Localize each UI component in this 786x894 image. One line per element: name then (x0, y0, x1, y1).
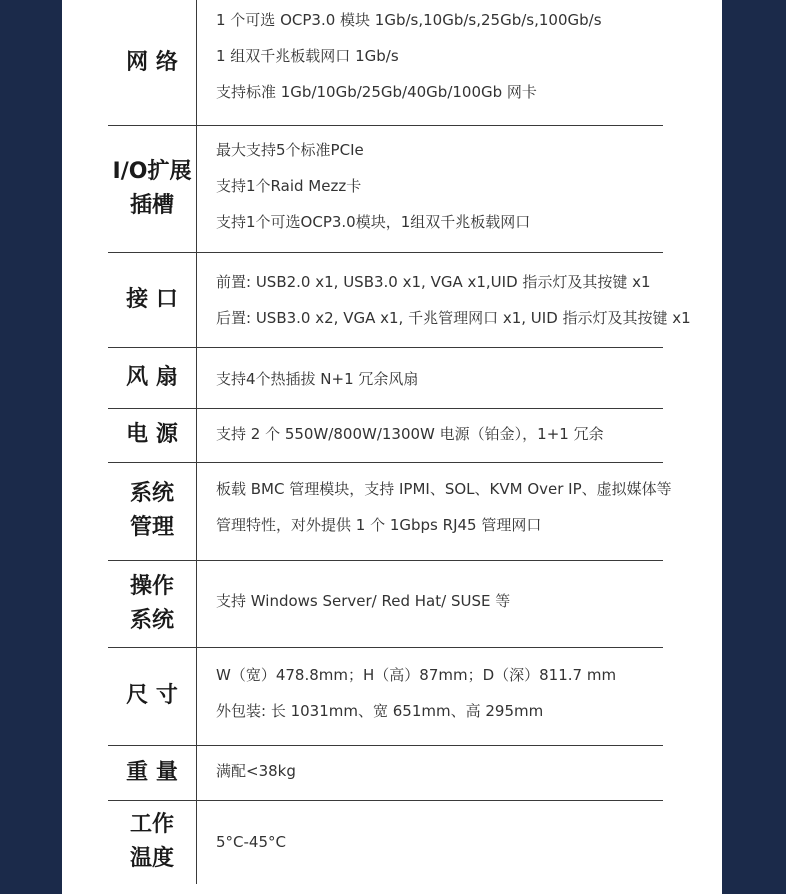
spec-line: 5°C-45°C (216, 833, 286, 851)
spec-line: 支持4个热插拔 N+1 冗余风扇 (216, 370, 419, 388)
row-label-line: I/O扩展 (112, 158, 192, 184)
row-label (108, 0, 196, 125)
row-label-line: 管理 (129, 515, 174, 540)
left-navy-border (0, 0, 62, 894)
row-label (108, 462, 196, 560)
row-label-line: 操作 (129, 573, 174, 599)
spec-line: 板载 BMC 管理模块，支持 IPMI、SOL、KVM Over IP、虚拟媒体等 (216, 480, 672, 498)
row-label-line: 插槽 (129, 192, 174, 218)
row-label-line: 尺 寸 (126, 683, 178, 708)
row-label-line: 工作 (129, 812, 174, 837)
row-label-line: 系统 (129, 481, 174, 506)
row-label (108, 647, 196, 745)
spec-line: 管理特性，对外提供 1 个 1Gbps RJ45 管理网口 (216, 516, 542, 534)
row-label (108, 252, 196, 347)
spec-line: 前置: USB2.0 x1, USB3.0 x1, VGA x1,UID 指示灯及其按键 x1 (216, 273, 651, 291)
row-label-line: 接 口 (126, 286, 178, 312)
row-label-line: 温度 (129, 846, 174, 871)
spec-line: W（宽）478.8mm；H（高）87mm；D（深）811.7 mm (216, 666, 617, 684)
column-divider (196, 0, 197, 884)
spec-line: 外包装: 长 1031mm、宽 651mm、高 295mm (216, 702, 544, 720)
row-label (108, 800, 196, 884)
row-label-line: 电 源 (126, 422, 178, 447)
row-label (108, 560, 196, 647)
spec-line: 满配<38kg (216, 762, 296, 780)
spec-line: 1 组双千兆板载网口 1Gb/s (216, 47, 399, 65)
row-label (108, 347, 196, 408)
spec-line: 支持1个Raid Mezz卡 (216, 177, 362, 195)
row-label-line: 重 量 (126, 759, 178, 785)
right-navy-border (722, 0, 786, 894)
row-label (108, 745, 196, 800)
row-label-line: 系统 (129, 607, 174, 633)
row-label-line: 风 扇 (126, 364, 178, 390)
spec-line: 后置: USB3.0 x2, VGA x1, 千兆管理网口 x1, UID 指示灯及其按键 x1 (216, 309, 691, 327)
spec-line: 支持 2 个 550W/800W/1300W 电源（铂金），1+1 冗余 (216, 425, 604, 443)
spec-line: 支持1个可选OCP3.0模块，1组双千兆板载网口 (216, 213, 531, 231)
row-label (108, 125, 196, 252)
spec-line: 1 个可选 OCP3.0 模块 1Gb/s,10Gb/s,25Gb/s,100Gb/s (216, 11, 602, 29)
row-label (108, 408, 196, 462)
row-label-line: 网 络 (126, 49, 178, 75)
spec-line: 支持 Windows Server/ Red Hat/ SUSE 等 (216, 592, 511, 610)
spec-line: 最大支持5个标准PCIe (216, 141, 364, 159)
spec-line: 支持标准 1Gb/10Gb/25Gb/40Gb/100Gb 网卡 (216, 83, 537, 101)
